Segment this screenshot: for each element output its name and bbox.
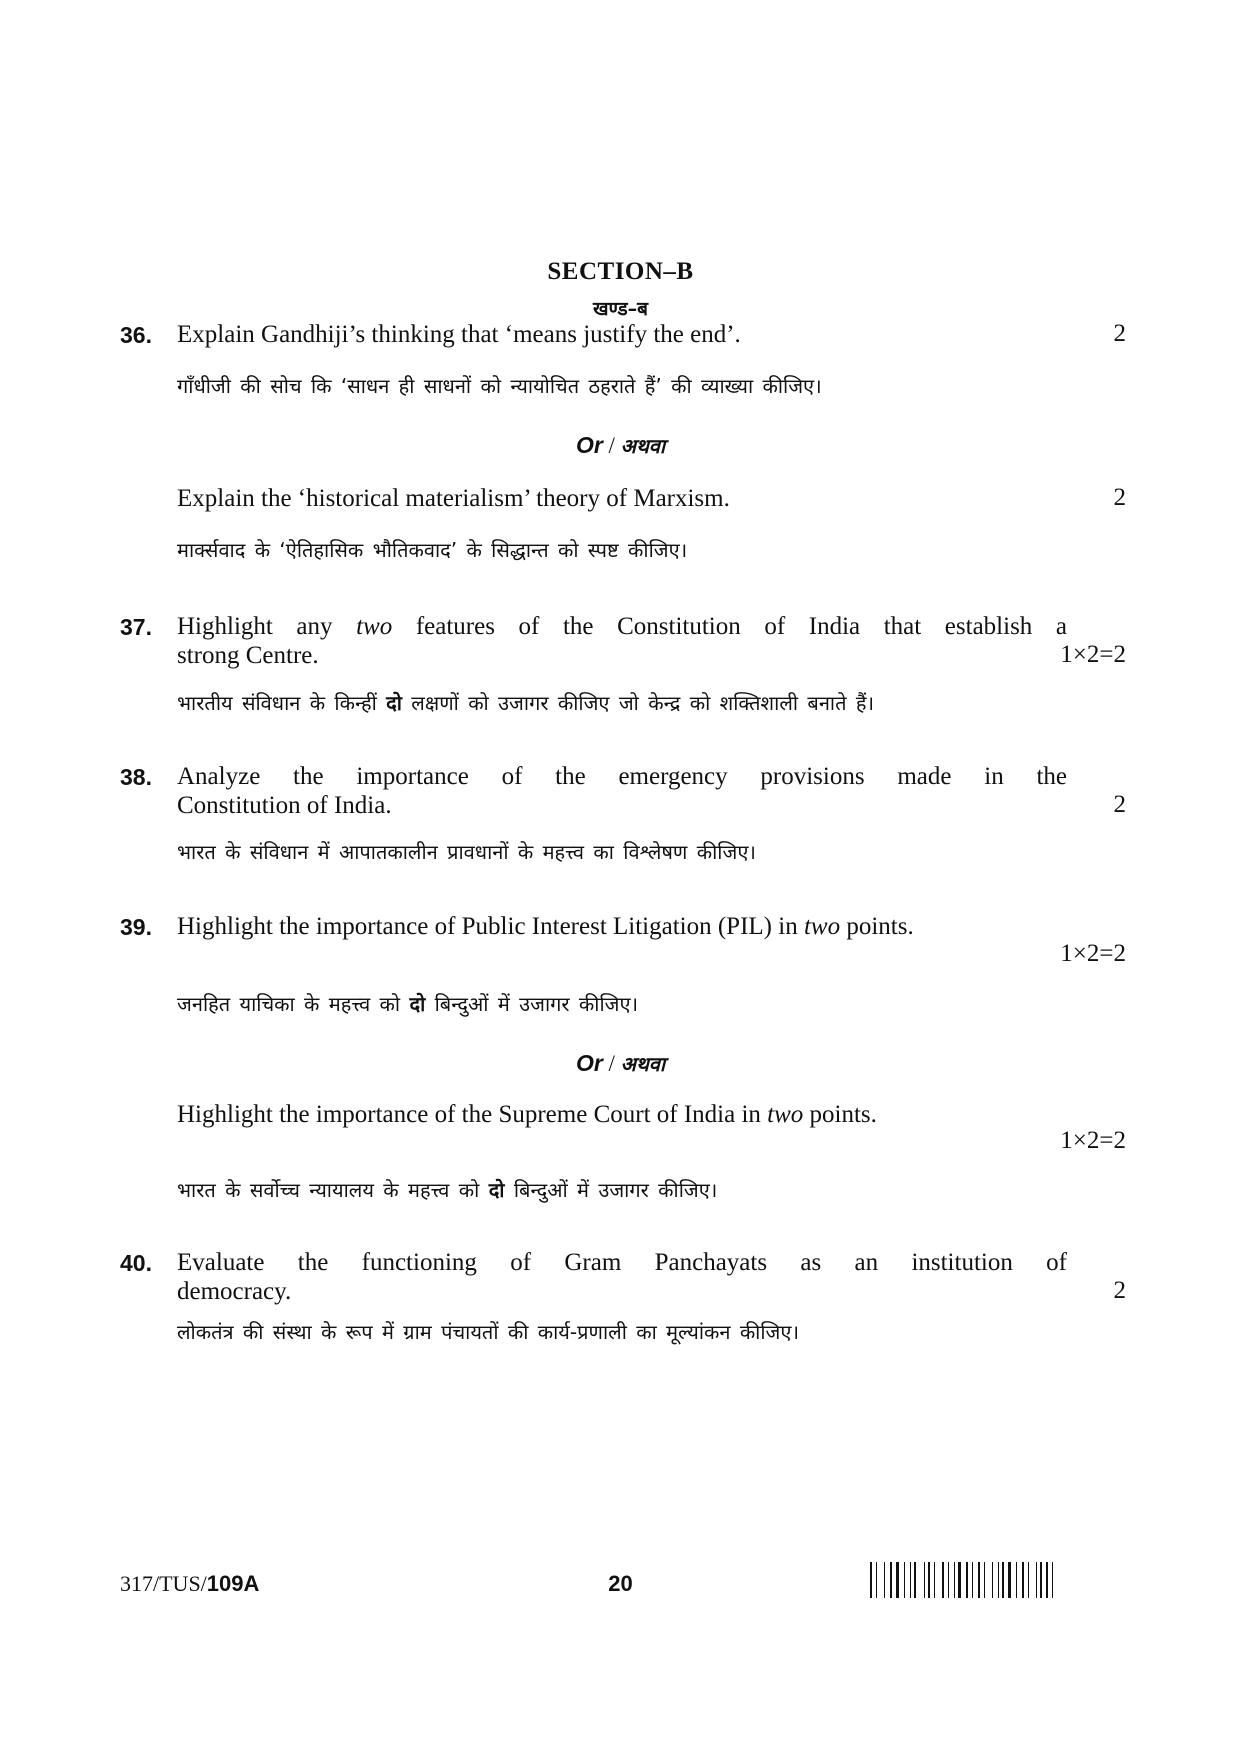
barcode-bar bbox=[1028, 1562, 1029, 1598]
question-38-marks: 2 bbox=[1113, 791, 1126, 818]
question-39-alt-english bbox=[177, 1100, 1067, 1129]
question-40-marks: 2 bbox=[1113, 1277, 1126, 1304]
question-39-hindi bbox=[177, 990, 1077, 1018]
barcode-bar bbox=[1036, 1562, 1037, 1598]
or-slash: / bbox=[608, 433, 615, 458]
question-37-hindi bbox=[177, 689, 1077, 717]
barcode-bar bbox=[978, 1562, 980, 1598]
question-37-english-line2: strong Centre. bbox=[177, 642, 319, 669]
barcode-bar bbox=[1040, 1562, 1042, 1598]
q39-alt-hi-post: बिन्दुओं में उजागर कीजिए। bbox=[504, 1178, 718, 1202]
or-label-english: Or bbox=[575, 1050, 603, 1076]
question-39-alt-marks: 1×2=2 bbox=[1060, 1127, 1126, 1154]
or-label-english: Or bbox=[575, 432, 603, 458]
barcode-bar bbox=[884, 1562, 885, 1598]
barcode-bar bbox=[924, 1562, 925, 1598]
q39-hi-post: बिन्दुओं में उजागर कीजिए। bbox=[425, 992, 639, 1016]
or-label-hindi: अथवा bbox=[620, 1052, 666, 1076]
barcode-bar bbox=[1052, 1562, 1053, 1598]
q39-hi-pre: जनहित याचिका के महत्त्व को bbox=[177, 992, 410, 1016]
question-40-english-line1: Evaluate the functioning of Gram Panchayats as an institution of bbox=[177, 1249, 1067, 1276]
q37-en-post: features of the Constitution of India that establish a bbox=[392, 613, 1067, 640]
barcode-bar bbox=[942, 1562, 944, 1598]
q37-hi-pre: भारतीय संविधान के किन्हीं bbox=[177, 691, 387, 715]
question-number-39: 39. bbox=[120, 914, 152, 940]
q39-alt-hi-bold: दो bbox=[488, 1178, 505, 1202]
q39-en-post: points. bbox=[840, 913, 914, 940]
question-number-38: 38. bbox=[120, 764, 152, 790]
question-36-alt-english: Explain the ‘historical materialism’ theory of Marxism. bbox=[177, 485, 730, 512]
barcode-bar bbox=[904, 1562, 905, 1598]
barcode-bar bbox=[1016, 1562, 1017, 1598]
question-36-hindi: गाँधीजी की सोच कि ‘साधन ही साधनों को न्यायोचित ठहराते हैं’ की व्याख्या कीजिए। bbox=[177, 374, 822, 398]
barcode-bar bbox=[992, 1562, 993, 1598]
q39-alt-en-emphasis: two bbox=[767, 1101, 804, 1128]
question-38-english-line2: Constitution of India. bbox=[177, 792, 392, 819]
barcode-bar bbox=[910, 1562, 911, 1598]
q37-en-emphasis: two bbox=[356, 613, 393, 640]
barcode-image bbox=[870, 1562, 1132, 1598]
question-36-alt-hindi: मार्क्सवाद के ‘ऐतिहासिक भौतिकवाद’ के सिद्धान्त को स्पष्ट कीजिए। bbox=[177, 538, 688, 562]
question-36-alt-marks: 2 bbox=[1113, 484, 1126, 511]
question-36-marks: 2 bbox=[1113, 320, 1126, 347]
barcode-bar bbox=[1008, 1562, 1011, 1598]
barcode-bar bbox=[954, 1562, 955, 1598]
barcode-bar bbox=[1022, 1562, 1024, 1598]
barcode-bar bbox=[1046, 1562, 1048, 1598]
question-number-36: 36. bbox=[120, 322, 152, 348]
barcode-bar bbox=[966, 1562, 968, 1598]
barcode-bar bbox=[876, 1562, 877, 1598]
barcode-bar bbox=[870, 1562, 872, 1598]
barcode-bar bbox=[998, 1562, 999, 1598]
or-separator-39 bbox=[0, 1050, 1241, 1077]
paper-code-bold: 109A bbox=[206, 1571, 260, 1596]
question-38-english-line1: Analyze the importance of the emergency provisions made in the bbox=[177, 763, 1067, 790]
question-39-english bbox=[177, 912, 1067, 941]
barcode-bar bbox=[984, 1562, 985, 1598]
q39-en-emphasis: two bbox=[803, 913, 841, 940]
q39-alt-en-post: points. bbox=[803, 1101, 877, 1128]
or-slash: / bbox=[608, 1051, 615, 1076]
or-label-hindi: अथवा bbox=[620, 434, 666, 458]
q39-hi-bold: दो bbox=[409, 992, 426, 1016]
question-39-alt-hindi bbox=[177, 1176, 1077, 1204]
page-number: 20 bbox=[608, 1571, 633, 1596]
question-number-40: 40. bbox=[120, 1250, 152, 1276]
q37-hi-post: लक्षणों को उजागर कीजिए जो केन्द्र को शक्तिशाली बनाते हैं। bbox=[401, 691, 875, 715]
section-subtitle-hindi: खण्ड–ब bbox=[592, 298, 649, 320]
section-title: SECTION–B bbox=[547, 258, 694, 285]
question-number-37: 37. bbox=[120, 614, 152, 640]
q37-hi-bold: दो bbox=[386, 691, 402, 715]
barcode-bar bbox=[928, 1562, 930, 1598]
barcode-bar bbox=[948, 1562, 949, 1598]
q39-alt-hi-pre: भारत के सर्वोच्च न्यायालय के महत्त्व को bbox=[177, 1178, 489, 1202]
question-40-hindi: लोकतंत्र की संस्था के रूप में ग्राम पंचायतों की कार्य-प्रणाली का मूल्यांकन कीजिए। bbox=[177, 1320, 800, 1344]
q39-alt-en-pre: Highlight the importance of the Supreme Court of India in bbox=[177, 1101, 768, 1128]
q39-en-pre: Highlight the importance of Public Interest Litigation (PIL) in bbox=[177, 913, 804, 940]
barcode-bar bbox=[958, 1562, 961, 1598]
question-38-hindi: भारत के संविधान में आपातकालीन प्रावधानों के महत्त्व का विश्लेषण कीजिए। bbox=[177, 840, 756, 864]
or-separator-36 bbox=[0, 432, 1241, 459]
question-39-marks: 1×2=2 bbox=[1060, 940, 1126, 967]
barcode-bar bbox=[934, 1562, 935, 1598]
paper-code-prefix: 317/TUS/ bbox=[120, 1571, 207, 1596]
question-40-english-line2: democracy. bbox=[177, 1278, 292, 1305]
barcode-bar bbox=[1002, 1562, 1004, 1598]
q37-en-pre: Highlight any bbox=[177, 613, 357, 640]
barcode-bar bbox=[972, 1562, 973, 1598]
barcode-bar bbox=[914, 1562, 916, 1598]
question-36-english: Explain Gandhiji’s thinking that ‘means justify the end’. bbox=[177, 321, 741, 348]
question-37-marks: 1×2=2 bbox=[1060, 641, 1126, 668]
barcode-bar bbox=[890, 1562, 892, 1598]
question-37-english-line1 bbox=[177, 612, 1067, 641]
barcode-bar bbox=[896, 1562, 899, 1598]
